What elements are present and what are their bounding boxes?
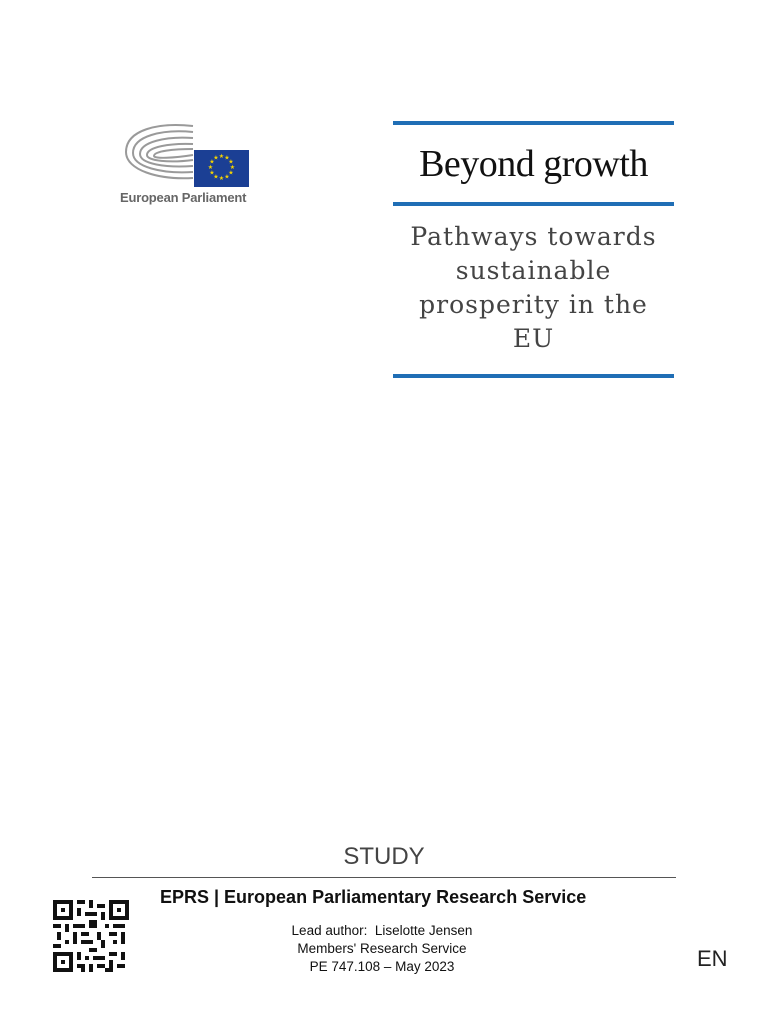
title-top-rule (393, 121, 674, 125)
language-code: EN (697, 946, 728, 971)
svg-text:★: ★ (207, 164, 214, 171)
svg-text:★: ★ (224, 173, 230, 181)
subtitle-line: prosperity in the (419, 290, 648, 319)
logo-wordmark: European Parliament (120, 190, 247, 205)
european-parliament-logo (118, 118, 254, 210)
publisher-name: EPRS | European Parliamentary Research Service (160, 887, 587, 907)
subtitle-line: EU (512, 324, 555, 353)
hemicycle-icon (118, 118, 254, 190)
subtitle-line: Pathways towards (410, 222, 657, 251)
svg-text:★: ★ (213, 173, 219, 181)
subtitle-line: sustainable (455, 256, 612, 285)
svg-text:★: ★ (228, 158, 234, 166)
reference-number: PE 747.108 – May 2023 (309, 959, 455, 974)
svg-text:★: ★ (229, 164, 236, 171)
publication-info (232, 922, 532, 976)
lead-author: Lead author: Liselotte Jensen (291, 923, 473, 938)
qr-code-icon (53, 900, 129, 972)
footer-divider (92, 877, 676, 878)
svg-text:★: ★ (213, 154, 219, 162)
svg-text:★: ★ (209, 158, 215, 166)
svg-text:★: ★ (228, 169, 234, 177)
document-subtitle (393, 220, 674, 356)
svg-text:★: ★ (218, 175, 225, 182)
service-name: Members' Research Service (297, 941, 467, 956)
document-title: Beyond growth (419, 143, 648, 185)
title-bottom-rule (393, 374, 674, 378)
svg-text:★: ★ (224, 154, 230, 162)
svg-text:★: ★ (218, 153, 225, 160)
svg-text:★: ★ (209, 169, 215, 177)
title-middle-rule (393, 202, 674, 206)
document-type-label: STUDY (343, 843, 425, 870)
